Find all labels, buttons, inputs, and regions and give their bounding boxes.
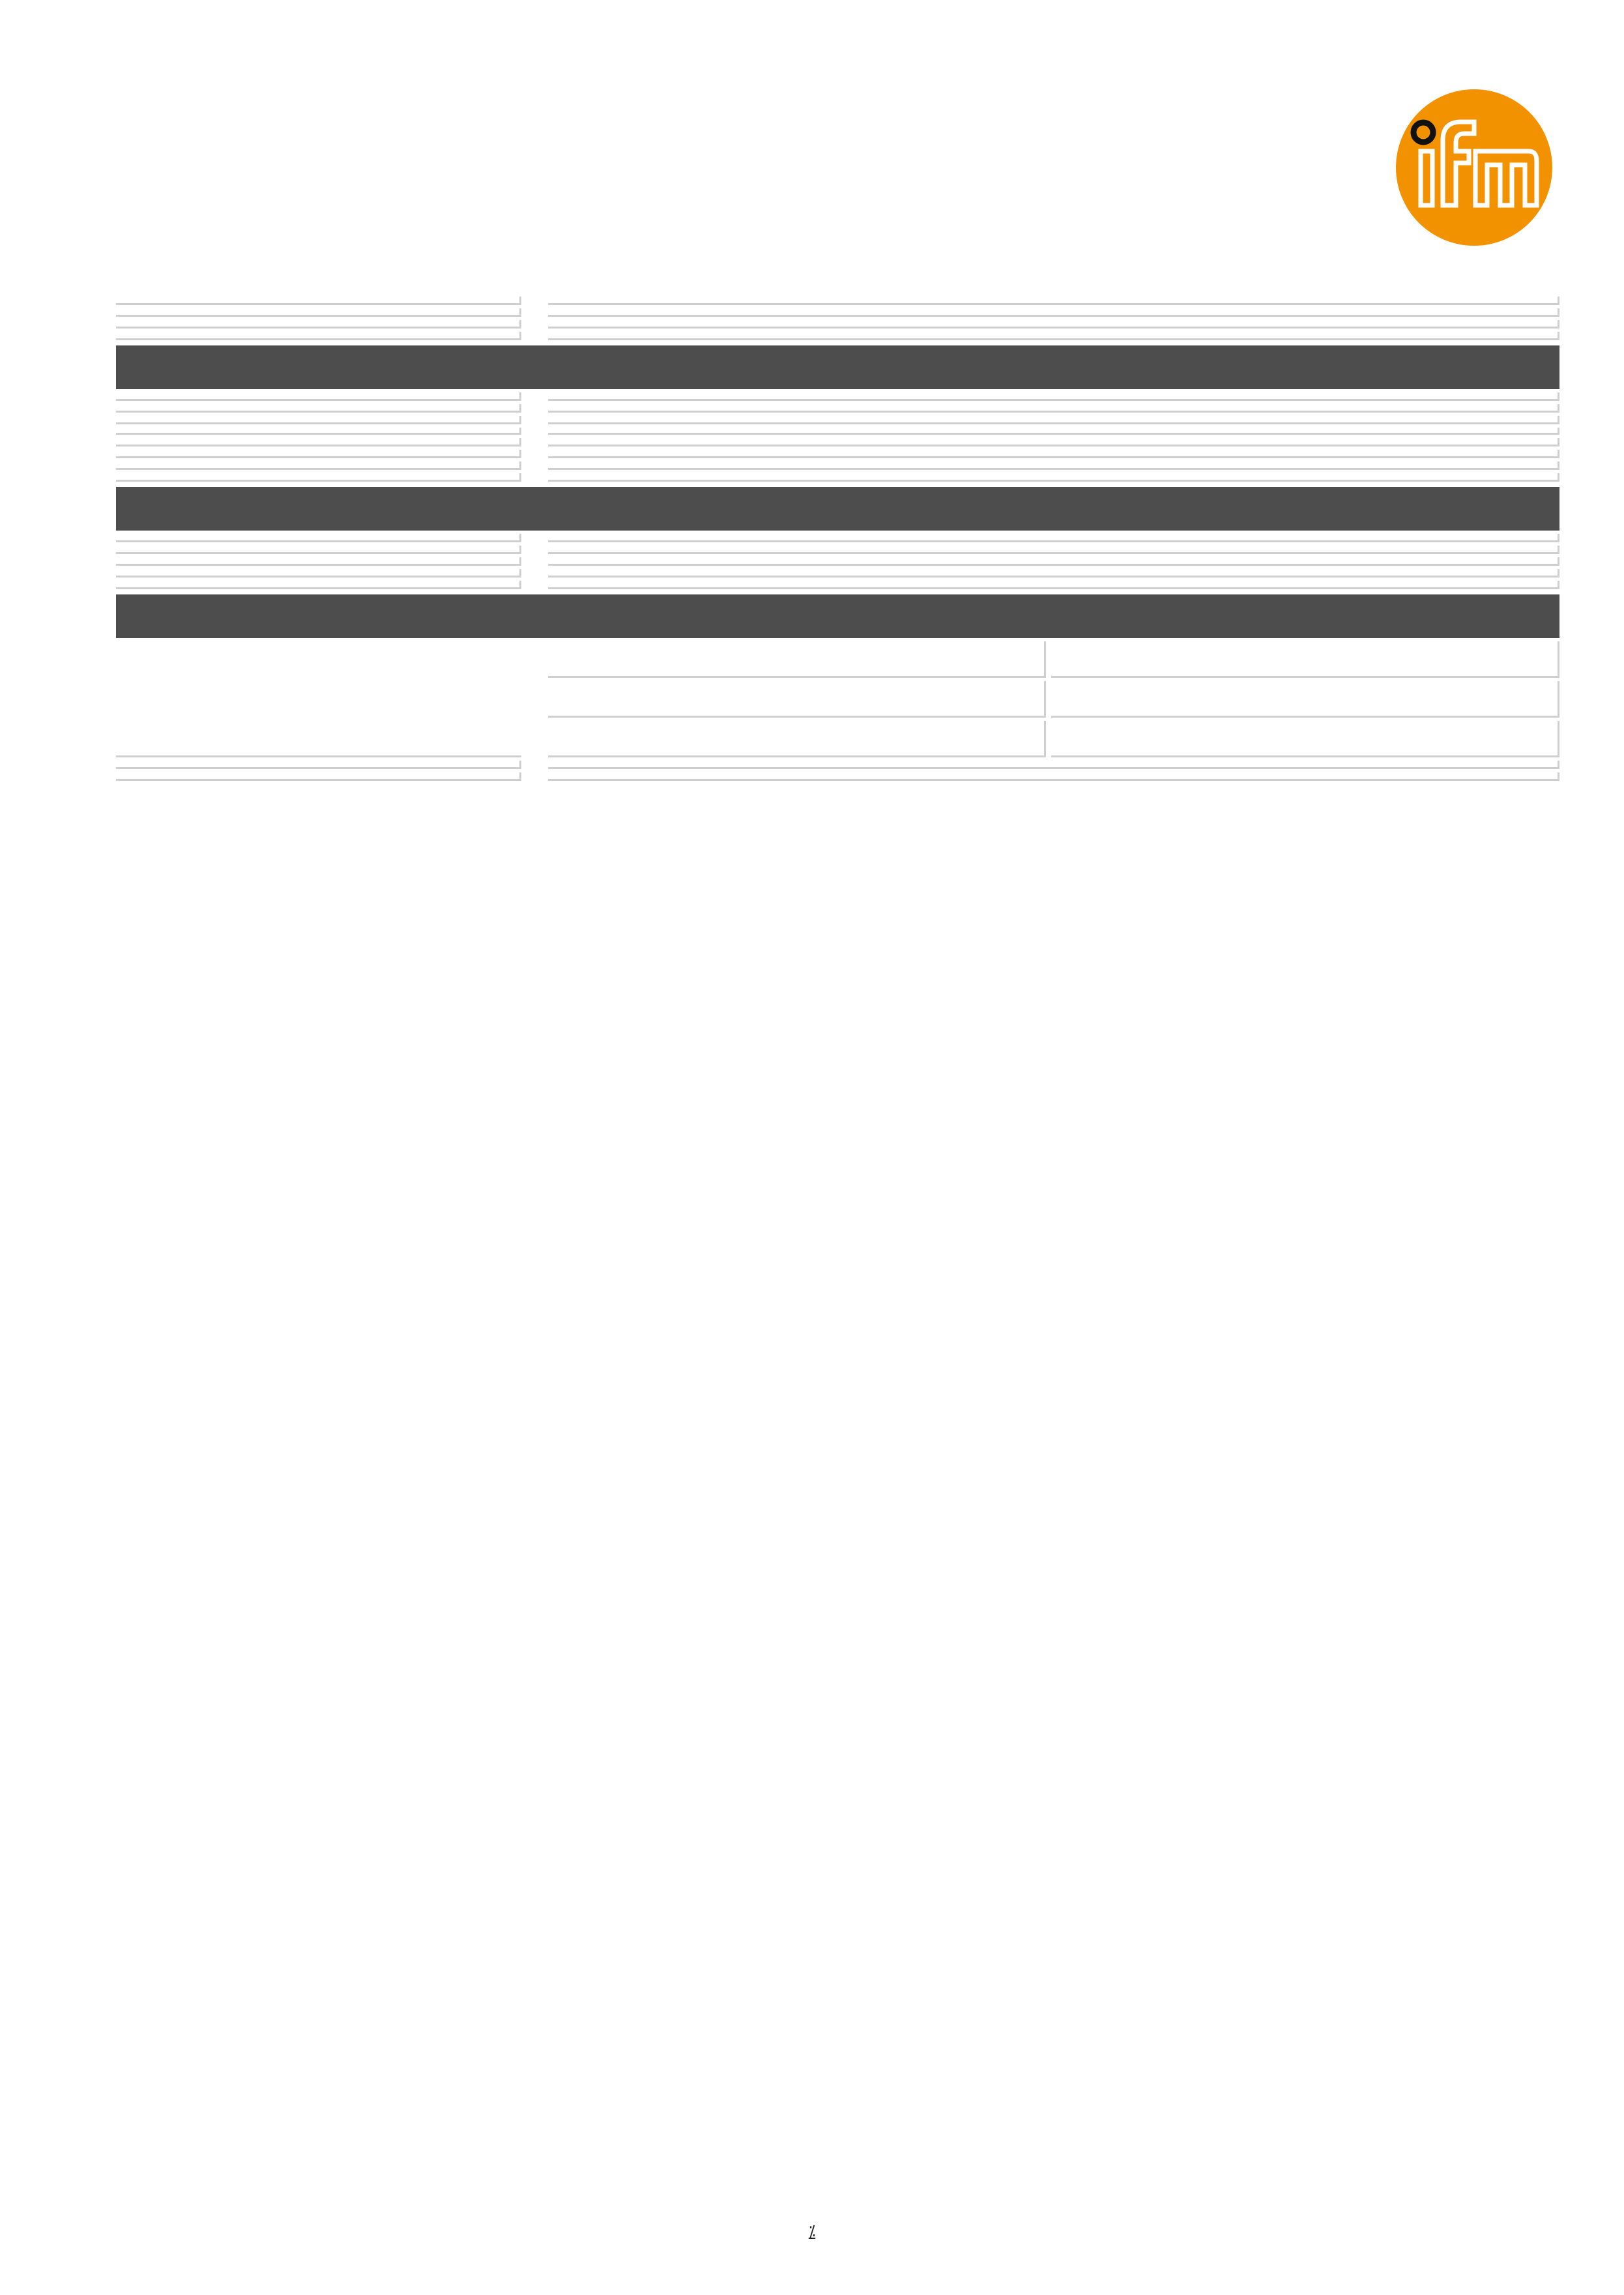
spec-value bbox=[548, 332, 1559, 340]
emc-empty-cell bbox=[1051, 641, 1559, 678]
spec-value bbox=[548, 404, 1559, 413]
section-heading-tests-approvals bbox=[116, 594, 1559, 638]
spec-value bbox=[548, 473, 1559, 482]
spec-label-cell bbox=[116, 557, 521, 566]
footer-mark-icon: ⁒ bbox=[808, 2223, 816, 2240]
spec-value bbox=[548, 392, 1559, 401]
section-heading-operating-conditions bbox=[116, 487, 1559, 531]
spec-value bbox=[548, 761, 1559, 769]
spec-row-circuit bbox=[116, 404, 1559, 413]
spec-value bbox=[548, 461, 1559, 470]
spec-label-cell bbox=[116, 581, 521, 589]
emc-standard bbox=[548, 641, 1046, 678]
spec-value bbox=[548, 772, 1559, 781]
spec-label-cell bbox=[116, 641, 521, 757]
spec-value bbox=[548, 438, 1559, 446]
spec-value bbox=[548, 450, 1559, 458]
spec-row-emc bbox=[116, 641, 1559, 757]
spec-label-cell bbox=[116, 438, 521, 446]
spec-label-cell bbox=[116, 320, 521, 329]
emc-standard bbox=[548, 721, 1046, 757]
spec-row-mttf bbox=[116, 761, 1559, 769]
spec-label-cell bbox=[116, 404, 521, 413]
spec-row-max-height-above-sea-level bbox=[116, 557, 1559, 566]
ifm-logo bbox=[1395, 88, 1554, 248]
spec-label-cell bbox=[116, 308, 521, 317]
spec-value bbox=[548, 557, 1559, 566]
spec-value bbox=[548, 581, 1559, 589]
spec-label-cell bbox=[116, 772, 521, 781]
specification-table bbox=[116, 293, 1559, 781]
spec-row-protection bbox=[116, 569, 1559, 577]
spec-value bbox=[548, 297, 1559, 305]
spec-row-digital-inputs-protected-against-short-circuits bbox=[116, 332, 1559, 340]
spec-row-pollution-degree bbox=[116, 581, 1559, 589]
spec-value bbox=[548, 534, 1559, 542]
spec-label-cell bbox=[116, 473, 521, 482]
spec-label-cell bbox=[116, 416, 521, 424]
spec-row-max-relative-air-humidity bbox=[116, 546, 1559, 554]
spec-value bbox=[548, 320, 1559, 329]
spec-row-number-of-digital-outputs bbox=[116, 392, 1559, 401]
spec-label-cell bbox=[116, 546, 521, 554]
spec-row-switching-level-high bbox=[116, 320, 1559, 329]
spec-row-electrically-separated bbox=[116, 461, 1559, 470]
spec-row-actuator-supply-outputs bbox=[116, 473, 1559, 482]
spec-label-cell bbox=[116, 534, 521, 542]
spec-label-cell bbox=[116, 761, 521, 769]
spec-row-max-current-load-outputs-total bbox=[116, 438, 1559, 446]
spec-row-max-current-load-per-output bbox=[116, 428, 1559, 435]
emc-standard bbox=[548, 681, 1046, 718]
spec-row-voltage-range-dc bbox=[116, 416, 1559, 424]
spec-value bbox=[548, 416, 1559, 424]
spec-label-cell bbox=[116, 332, 521, 340]
spec-row-input-current-high bbox=[116, 297, 1559, 305]
spec-value bbox=[548, 546, 1559, 554]
spec-label-cell bbox=[116, 297, 521, 305]
footer bbox=[0, 2223, 1624, 2240]
emc-empty-cell bbox=[1051, 721, 1559, 757]
spec-value bbox=[548, 569, 1559, 577]
spec-label-cell bbox=[116, 392, 521, 401]
spec-label-cell bbox=[116, 461, 521, 470]
spec-label-cell bbox=[116, 450, 521, 458]
spec-row-ambient-temperature bbox=[116, 534, 1559, 542]
section-heading-outputs bbox=[116, 345, 1559, 389]
spec-row-input-current-low bbox=[116, 308, 1559, 317]
spec-value bbox=[548, 428, 1559, 435]
spec-label-cell bbox=[116, 428, 521, 435]
spec-label-cell bbox=[116, 569, 521, 577]
emc-empty-cell bbox=[1051, 681, 1559, 718]
spec-row-short-circuit-proof bbox=[116, 450, 1559, 458]
spec-row-notes bbox=[116, 772, 1559, 781]
spec-value bbox=[548, 308, 1559, 317]
